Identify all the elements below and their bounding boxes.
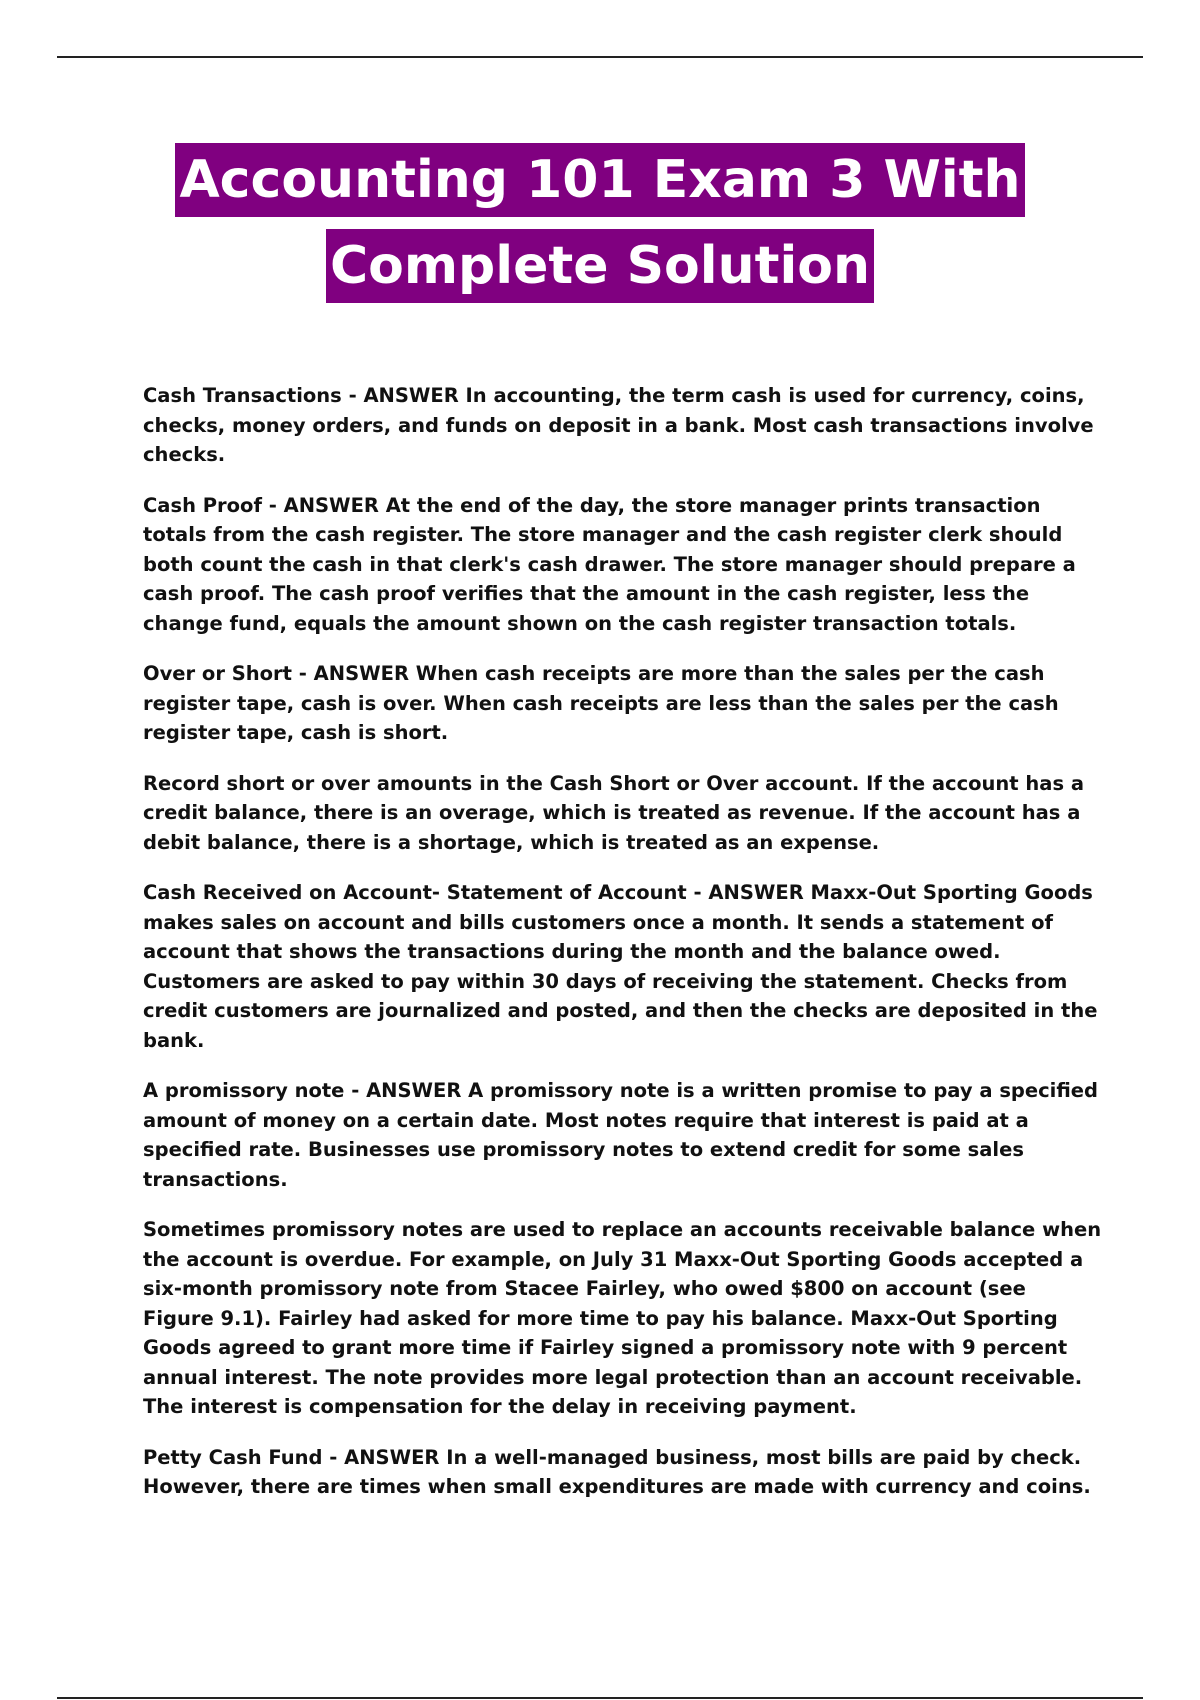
paragraph-over-or-short: Over or Short - ANSWER When cash receipts are more than the sales per the cash register tape, cash is over. When cash receipts are less than the sales per the cash register tape, cash is short.: [143, 662, 1059, 744]
paragraph-cash-proof: Cash Proof - ANSWER At the end of the day, the store manager prints transaction totals from the cash register. The store manager and the cash register clerk should both count the cash in that clerk's cash drawer. The store manager should prepare a cash proof. The cash proof verifies that the amount in the cash register, less the change fund, equals the amount shown on the cash register transaction totals.: [143, 493, 1076, 635]
title-line-2: Complete Solution: [326, 229, 874, 303]
paragraph-cash-received-on-account: Cash Received on Account- Statement of Account - ANSWER Maxx-Out Sporting Goods makes sales on account and bills customers once a month. It sends a statement of account that shows the transactions during the month and the balance owed. Customers are asked to pay within 30 days of receiving the statement. Checks from credit customers are journalized and posted, and then the checks are deposited in the bank.: [143, 881, 1098, 1052]
paragraph-cash-transactions: Cash Transactions - ANSWER In accounting, the term cash is used for currency, coins, checks, money orders, and funds on deposit in a bank. Most cash transactions involve checks.: [143, 384, 1094, 466]
paragraph-record-short-or-over: Record short or over amounts in the Cash Short or Over account. If the account has a credit balance, there is an overage, which is treated as revenue. If the account has a debit balance, there is a shortage, which is treated as an expense.: [143, 771, 1085, 854]
title-line-1: Accounting 101 Exam 3 With: [175, 143, 1024, 217]
document-title: [0, 143, 1200, 303]
paragraph-petty-cash-fund: Petty Cash Fund - ANSWER In a well-managed business, most bills are paid by check. However, there are times when small expenditures are made with currency and coins.: [143, 1445, 1091, 1498]
paragraph-promissory-note: A promissory note - ANSWER A promissory note is a written promise to pay a specified amount of money on a certain date. Most notes require that interest is paid at a specified rate. Businesses use promissory notes to extend credit for some sales transactions.: [143, 1079, 1098, 1191]
document-body: [143, 381, 1103, 1523]
paragraph-promissory-note-example: Sometimes promissory notes are used to replace an accounts receivable balance when the account is overdue. For example, on July 31 Maxx-Out Sporting Goods accepted a six-month promissory note from Stacee Fairley, who owed $800 on account (see Figure 9.1). Fairley had asked for more time to pay his balance. Maxx-Out Sporting Goods agreed to grant more time if Fairley signed a promissory note with 9 percent annual interest. The note provides more legal protection than an account receivable. The interest is compensation for the delay in receiving payment.: [143, 1218, 1102, 1418]
bottom-rule: [57, 1697, 1143, 1699]
top-rule: [57, 56, 1143, 58]
